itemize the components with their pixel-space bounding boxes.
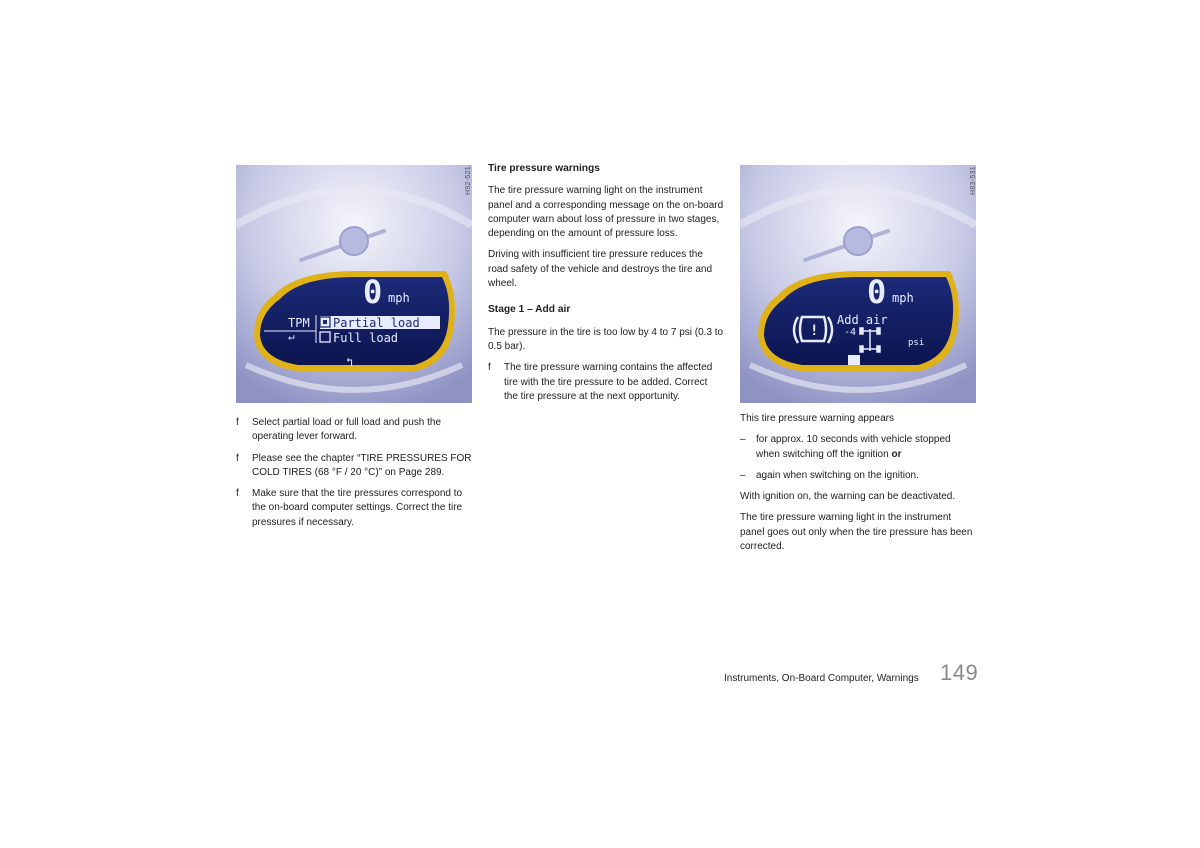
- paragraph: The tire pressure warning light in the instrument panel goes out only when the tire pressure has been corrected.: [740, 512, 973, 553]
- enter-button-icon: [848, 355, 860, 365]
- return-arrow-icon: ↵: [288, 330, 295, 343]
- tpm-menu-illustration: [236, 165, 472, 403]
- speed-value: 0: [867, 273, 887, 311]
- back-arrow-icon: ↰: [346, 355, 354, 369]
- speed-unit: mph: [892, 291, 914, 305]
- psi-unit: psi: [908, 338, 925, 348]
- paragraph: With ignition on, the warning can be deactivated.: [740, 491, 956, 503]
- speed-value: 0: [363, 273, 383, 311]
- left-column: [236, 416, 472, 537]
- footer-section-title: Instruments, On-Board Computer, Warnings: [724, 673, 919, 684]
- paragraph: The pressure in the tire is too low by 4 to 7 psi (0.3 to 0.5 bar).: [488, 326, 724, 352]
- list-item: f Make sure that the tire pressures correspond to the on-board computer settings. Correct the tire pressures if necessary.: [236, 488, 463, 528]
- option-partial-load: Partial load: [333, 316, 420, 330]
- pressure-delta: -4: [844, 327, 857, 338]
- figure-tpm-menu: [236, 165, 472, 403]
- subheading: Stage 1 – Add air: [488, 304, 571, 316]
- list-item: f Please see the chapter “TIRE PRESSURES FOR COLD TIRES (68 °F / 20 °C)” on Page 289.: [236, 452, 472, 478]
- paragraph: The tire pressure warning light on the instrument panel and a corresponding message on the on-board computer warn about loss of pressure in two stages, depending on the amount of pressure loss.: [488, 185, 724, 240]
- list-item: f The tire pressure warning contains the affected tire with the tire pressure to be added. Correct the tire pressure at the next opportunity.: [488, 362, 713, 402]
- section-heading: Tire pressure warnings: [488, 163, 600, 174]
- add-air-message: Add air: [837, 313, 888, 327]
- page-number: 149: [940, 660, 979, 685]
- figure-code: H83-531: [970, 166, 977, 195]
- menu-label: TPM: [288, 316, 310, 330]
- svg-text:!: !: [810, 323, 819, 339]
- right-column: [740, 412, 976, 561]
- middle-column: [488, 162, 724, 411]
- list-item: – again when switching on the ignition.: [740, 469, 919, 481]
- speed-unit: mph: [388, 291, 410, 305]
- option-full-load: Full load: [333, 331, 399, 345]
- paragraph: Driving with insufficient tire pressure reduces the road safety of the vehicle and destroys the tire and wheel.: [488, 249, 713, 290]
- figure-add-air: [740, 165, 976, 403]
- add-air-illustration: [740, 165, 976, 403]
- list-item: – for approx. 10 seconds with vehicle stopped when switching off the ignition or: [740, 434, 951, 460]
- figure-code: H92-521: [465, 166, 472, 195]
- list-item: f Select partial load or full load and push the operating lever forward.: [236, 417, 442, 443]
- paragraph: This tire pressure warning appears: [740, 413, 894, 424]
